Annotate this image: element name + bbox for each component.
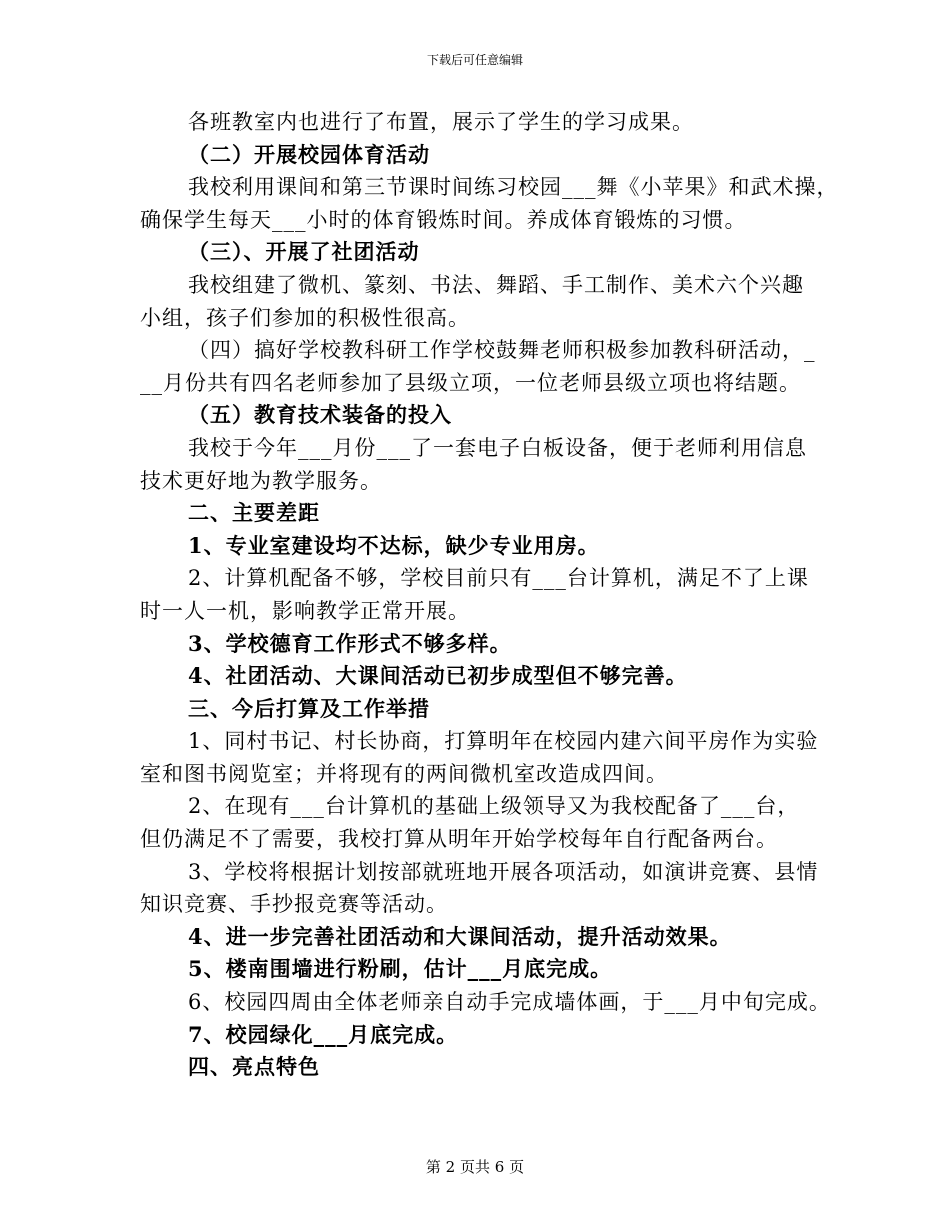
text-line: 技术更好地为教学服务。 — [140, 468, 382, 493]
section-heading: （五）教育技术装备的投入 — [188, 402, 452, 428]
document-body — [140, 106, 839, 1084]
text-line: （四）搞好学校教科研工作学校鼓舞老师积极参加教科研活动，_ — [188, 338, 816, 363]
section-heading: 四、亮点特色 — [188, 1054, 320, 1080]
text-line: 时一人一机，影响教学正常开展。 — [140, 598, 470, 623]
page-header: 下载后可任意编辑 — [426, 53, 523, 67]
list-item: 3、学校将根据计划按部就班地开展各项活动，如演讲竞赛、县情 — [188, 859, 819, 884]
list-item: 4、进一步完善社团活动和大课间活动，提升活动效果。 — [188, 923, 732, 949]
text-line: __月份共有四名老师参加了县级立项，一位老师县级立项也将结题。 — [140, 370, 801, 395]
section-heading: 二、主要差距 — [188, 500, 320, 526]
list-item: 3、学校德育工作形式不够多样。 — [188, 630, 512, 656]
list-item: 7、校园绿化___月底完成。 — [188, 1021, 459, 1047]
list-item: 2、在现有___台计算机的基础上级领导又为我校配备了___台， — [188, 794, 800, 819]
text-line: 但仍满足不了需要，我校打算从明年开始学校每年自行配备两台。 — [140, 827, 778, 852]
text-line: 我校组建了微机、篆刻、书法、舞蹈、手工制作、美术六个兴趣 — [188, 272, 804, 297]
text-line: 知识竞赛、手抄报竞赛等活动。 — [140, 892, 448, 917]
section-heading: （二）开展校园体育活动 — [188, 141, 430, 167]
section-heading: （三）、开展了社团活动 — [188, 239, 420, 265]
text-line: 我校利用课间和第三节课时间练习校园___舞《小苹果》和武术操， — [188, 175, 839, 200]
text-line: 各班教室内也进行了布置，展示了学生的学习成果。 — [188, 110, 694, 134]
page-footer: 第 2 页共 6 页 — [425, 1158, 525, 1176]
text-line: 确保学生每天___小时的体育锻炼时间。养成体育锻炼的习惯。 — [140, 207, 747, 232]
text-line: 我校于今年___月份___了一套电子白板设备，便于老师利用信息 — [188, 435, 807, 460]
text-line: 室和图书阅览室；并将现有的两间微机室改造成四间。 — [140, 761, 668, 786]
list-item: 5、楼南围墙进行粉刷，估计___月底完成。 — [188, 956, 613, 982]
list-item: 6、校园四周由全体老师亲自动手完成墙体画，于___月中旬完成。 — [188, 990, 831, 1015]
list-item: 1、专业室建设均不达标，缺少专业用房。 — [188, 532, 600, 558]
text-line: 小组，孩子们参加的积极性很高。 — [140, 305, 470, 330]
list-item: 4、社团活动、大课间活动已初步成型但不够完善。 — [188, 663, 688, 689]
list-item: 2、计算机配备不够，学校目前只有___台计算机，满足不了上课 — [188, 566, 809, 591]
section-heading: 三、今后打算及工作举措 — [188, 695, 430, 721]
list-item: 1、同村书记、村长协商，打算明年在校园内建六间平房作为实验 — [188, 729, 819, 754]
